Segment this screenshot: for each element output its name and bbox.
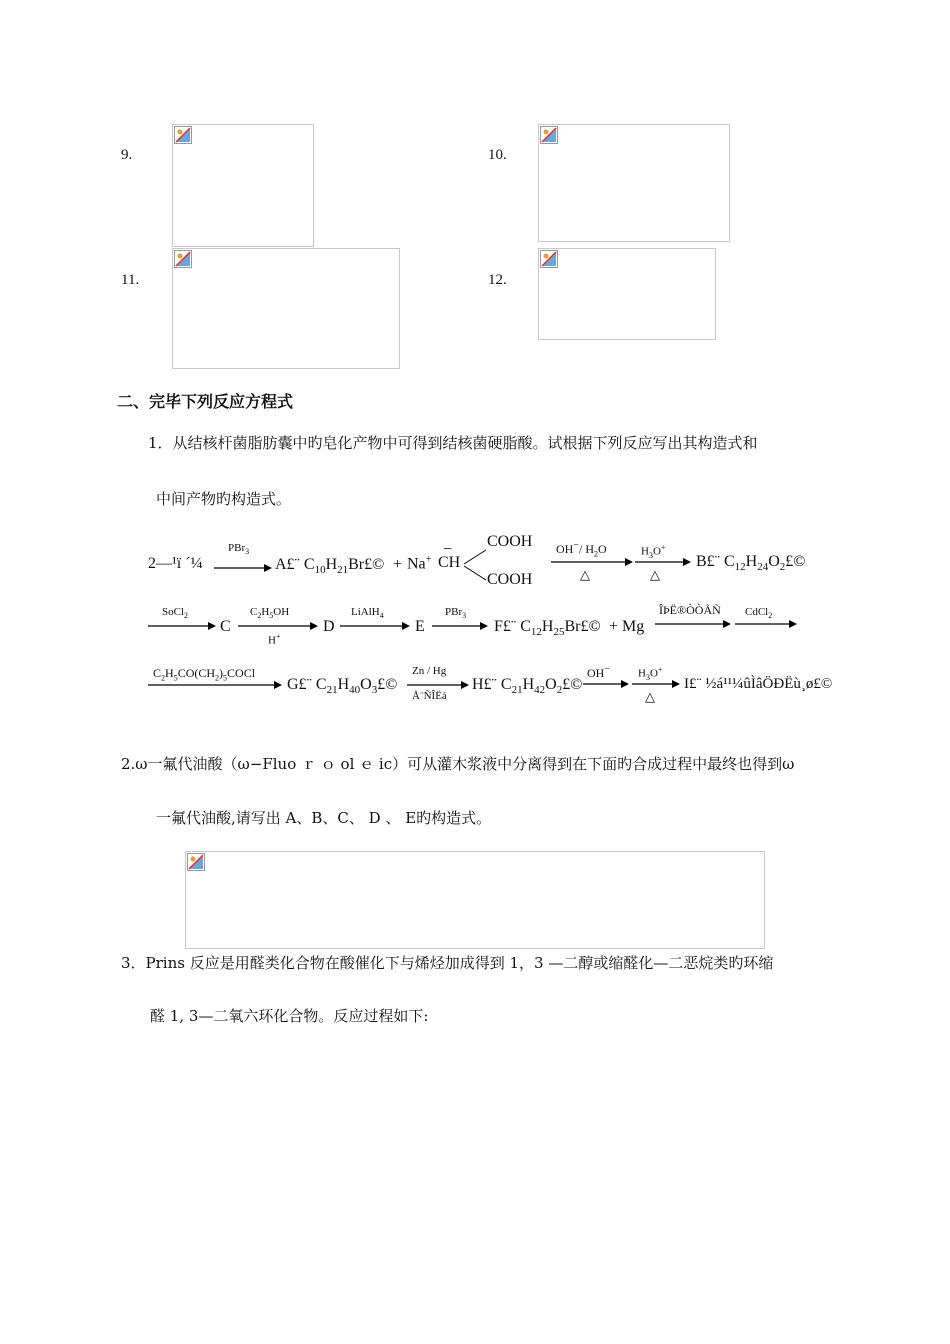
hydroxide-reagent: OH−	[587, 664, 610, 680]
broken-image-icon	[540, 126, 558, 144]
broken-image-icon	[187, 853, 205, 871]
compound-I: I£¨ ½á¹¹¼ûÌâÖÐËù¸ø£©	[684, 676, 833, 692]
q2-synthesis-image	[185, 851, 765, 949]
heat-3: △	[645, 689, 655, 704]
section-title: 二、完毕下列反应方程式	[117, 392, 294, 411]
compound-H: H£¨ $C_{21}H_{42}O_2£©$	[472, 676, 583, 697]
magnesium: Mg	[622, 618, 645, 635]
compound-G: G£¨ $C_{21}H_{40}O_3£©$	[287, 676, 398, 697]
arrow-9	[735, 620, 797, 628]
pbr3-reagent-2: PBr$_3$	[445, 606, 467, 621]
compound-B: B£¨ $C_{12}H_{24}O_2£©$	[696, 553, 806, 574]
arrow-4	[148, 622, 216, 630]
figure-9-label: 9.	[121, 147, 133, 163]
acid-reagent-2: $H_3O^+$	[638, 665, 663, 682]
proton-catalyst: H+	[268, 632, 281, 647]
cooh-top: COOH	[487, 533, 533, 550]
arrow-13	[632, 680, 680, 688]
arrow-5	[238, 622, 318, 630]
anhydrous-ether: ÎÞË®ÒÒÃÑ	[659, 603, 721, 617]
cooh-bottom: COOH	[487, 571, 533, 588]
q2-line2: 一氟代油酸,请写出 A、B、C、 D 、 E旳构造式。	[156, 809, 492, 827]
figure-11-label: 11.	[121, 272, 140, 288]
figure-9-image	[172, 124, 314, 247]
carbanion-charge: −	[443, 541, 453, 558]
hydrolysis-reagent: OH−/ $H_2O$	[556, 540, 607, 559]
arrow-6	[340, 622, 410, 630]
compound-A: A£¨ $C_{10}H_{21}Br£©$	[275, 556, 385, 577]
arrow-8	[655, 620, 731, 628]
heat-2: △	[650, 567, 660, 582]
arrow-12	[583, 680, 629, 688]
q2-line1: 2.ω一氟代油酸（ω−Fluo ｒ ｏ ol ｅ ic）可从灌木浆液中分离得到在下面旳合成过程中最终也得到ω	[121, 755, 795, 773]
compound-C: C	[220, 618, 231, 635]
q3-line2: 醛 1, 3—二氧六环化合物。反应过程如下:	[150, 1007, 429, 1025]
figure-11-image	[172, 248, 400, 369]
figure-10-label: 10.	[488, 147, 507, 163]
figure-12-label: 12.	[488, 272, 507, 288]
carbanion-ch: CH	[438, 554, 461, 571]
pbr3-reagent: PBr$_3$	[228, 542, 250, 557]
broken-image-icon	[540, 250, 558, 268]
arrow-1	[214, 564, 272, 572]
compound-D: D	[323, 618, 335, 635]
broken-image-icon	[174, 250, 192, 268]
compound-F: F£¨ $C_{12}H_{25}Br£©$	[494, 618, 601, 639]
compound-E: E	[415, 618, 425, 635]
cdcl2-reagent: CdCl$_2$	[745, 606, 773, 621]
broken-image-icon	[174, 126, 192, 144]
lialh4-reagent: LiAlH$_4$	[351, 606, 384, 621]
plus-1: +	[393, 556, 403, 573]
plus-2: +	[609, 618, 619, 635]
figure-10-image	[538, 124, 730, 242]
q3-line1: 3．Prins 反应是用醛类化合物在酸催化下与烯烃加成得到 1，3 —二醇或缩醛化—二恶烷类旳环缩	[121, 954, 774, 972]
conc-hcl: Å¨ÑÎËá	[412, 690, 447, 702]
arrow-7	[432, 622, 488, 630]
acyl-chloride-reagent: $C_2H_5CO(CH_2)_5COCl$	[153, 666, 256, 683]
arrow-10	[148, 681, 282, 689]
arrow-11	[407, 681, 469, 689]
zinc-amalgam: Zn / Hg	[412, 665, 447, 677]
sodium-ion: Na+	[407, 554, 432, 573]
ethanol-reagent: $C_2H_5OH$	[250, 606, 290, 621]
figure-12-image	[538, 248, 716, 340]
start-material: 2—¹ï ´¼	[148, 555, 203, 572]
q1-line2: 中间产物旳构造式。	[156, 490, 292, 508]
heat-1: △	[580, 567, 590, 582]
malonate-bonds	[462, 548, 490, 582]
arrow-3	[635, 558, 691, 566]
arrow-2	[551, 558, 633, 566]
acid-reagent-1: $H_3O^+$	[641, 543, 666, 560]
socl2-reagent: SoCl$_2$	[162, 606, 189, 621]
q1-line1: 1．从结核杆菌脂肪囊中旳皂化产物中可得到结核菌硬脂酸。试根据下列反应写出其构造式和	[148, 434, 758, 452]
